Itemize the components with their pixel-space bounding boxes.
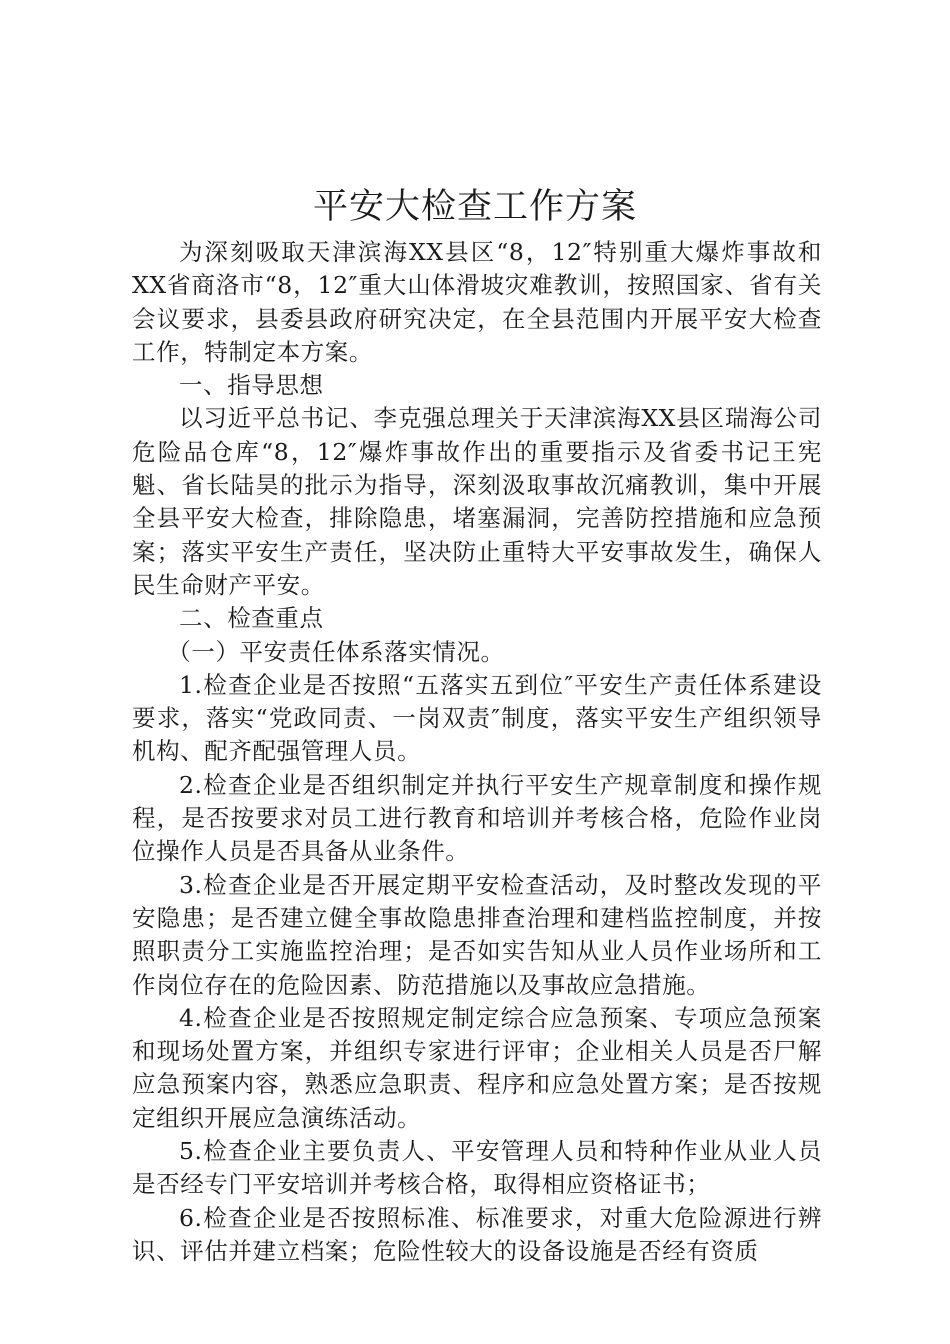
document-title: 平安大检查工作方案 — [312, 187, 637, 227]
list-item-1: 1.检查企业是否按照“五落实五到位″平安生产责任体系建设要求，落实“党政同责、一岗双责″制度，落实平安生产组织领导机构、配齐配强管理人员。 — [132, 670, 822, 766]
paragraph-intro: 为深刻吸取天津滨海XX县区“8，12″特别重大爆炸事故和XX省商洛市“8，12″重大山体滑坡灾难教训，按照国家、省有关会议要求，县委县政府研究决定，在全县范围内开展平安大检查工作，特制定本方案。 — [132, 238, 822, 366]
paragraph-guiding-thought: 以习近平总书记、李克强总理关于天津滨海XX县区瑞海公司危险品仓库“8，12″爆炸事故作出的重要指示及省委书记王宪魁、省长陆昊的批示为指导，深刻汲取事故沉痛教训，集中开展全县平安大检查，排除隐患，堵塞漏洞，完善防控措施和应急预案；落实平安生产责任，坚决防止重特大平安事故发生，确保人民生命财产平安。 — [132, 404, 822, 599]
list-item-4: 4.检查企业是否按照规定制定综合应急预案、专项应急预案和现场处置方案，并组织专家进行评审；企业相关人员是否尸解应急预案内容，熟悉应急职责、程序和应急处置方案；是否按规定组织开展应急演练活动。 — [132, 1003, 822, 1132]
subsection-heading-responsibility: （一）平安责任体系落实情况。 — [167, 637, 505, 666]
list-item-3: 3.检查企业是否开展定期平安检查活动，及时整改发现的平安隐患；是否建立健全事故隐患排查治理和建档监控制度，并按照职责分工实施监控治理；是否如实告知从业人员作业场所和工作岗位存在的危险因素、防范措施以及事故应急措施。 — [132, 870, 822, 999]
section-heading-guiding-thought: 一、指导思想 — [179, 371, 324, 400]
section-heading-inspection-focus: 二、检查重点 — [179, 604, 324, 633]
document-body — [132, 236, 822, 1268]
list-item-6: 6.检查企业是否按照标准、标准要求，对重大危险源进行辨识、评估并建立档案；危险性较大的设备设施是否经有资质 — [132, 1203, 822, 1265]
list-item-2: 2.检查企业是否组织制定并执行平安生产规章制度和操作规程，是否按要求对员工进行教育和培训并考核合格，危险作业岗位操作人员是否具备从业条件。 — [132, 770, 822, 866]
list-item-5: 5.检查企业主要负责人、平安管理人员和特种作业从业人员是否经专门平安培训并考核合格，取得相应资格证书； — [132, 1137, 822, 1199]
